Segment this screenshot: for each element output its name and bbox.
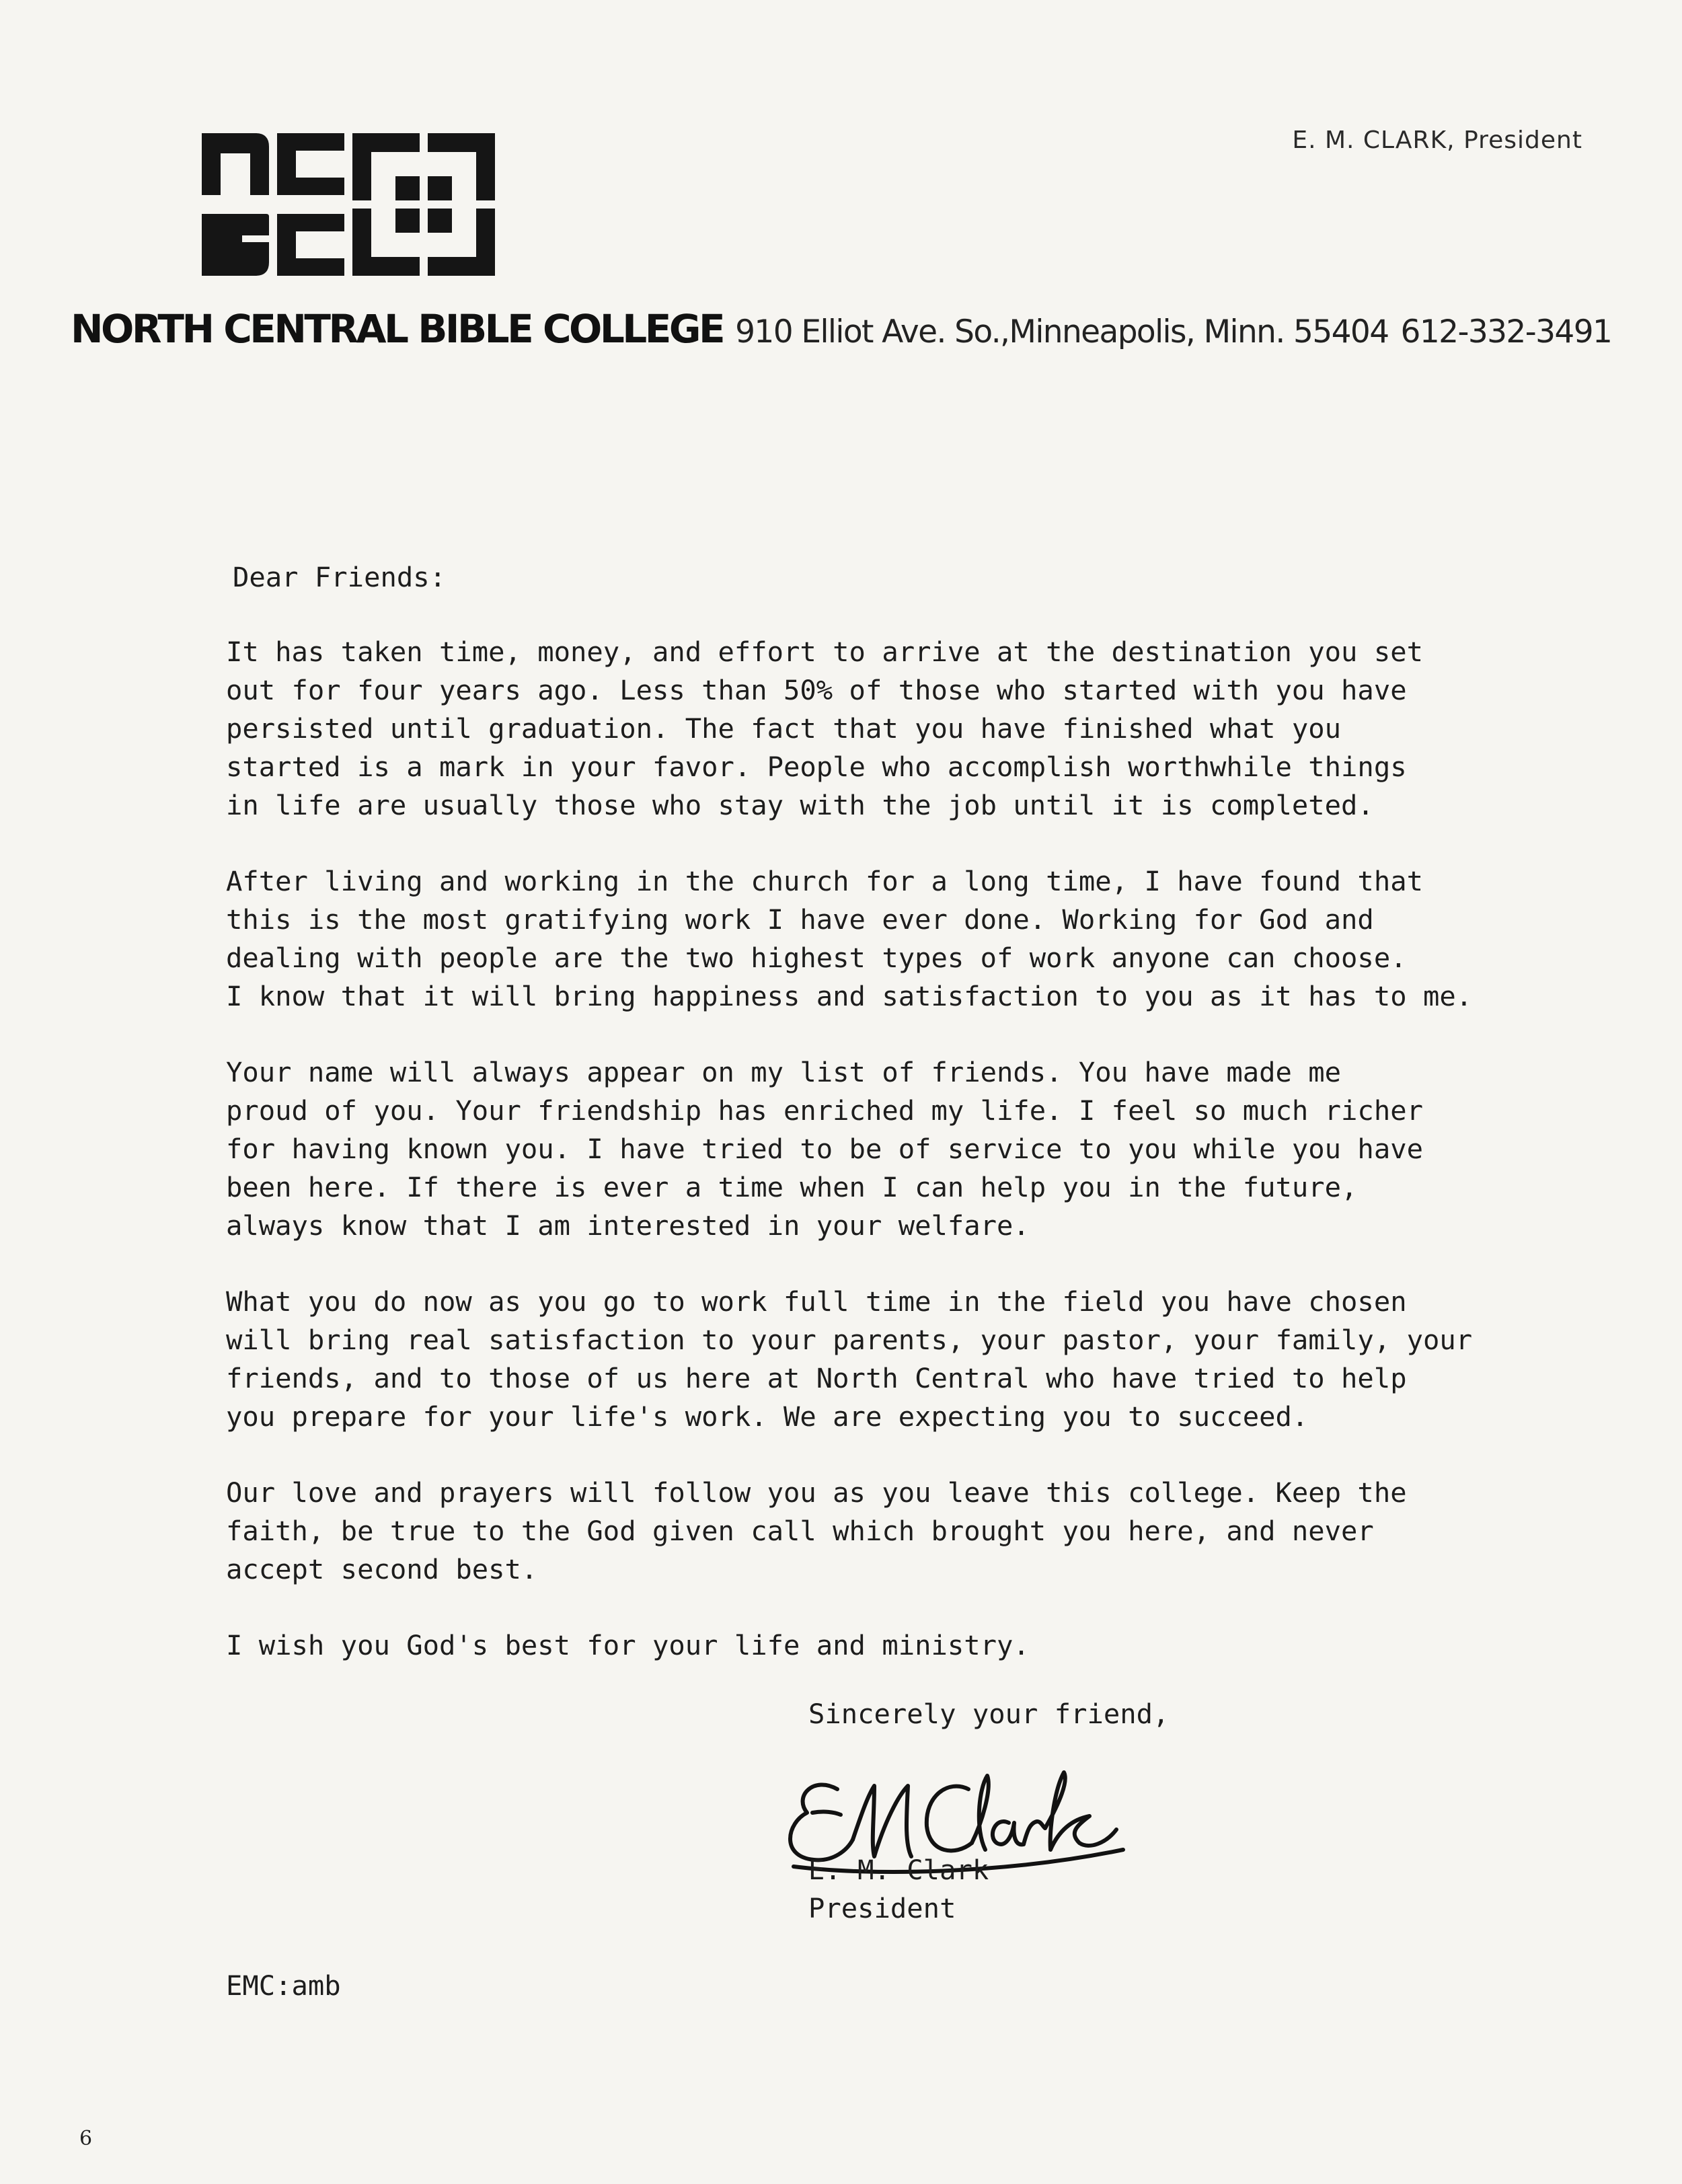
signer-block: [808, 1851, 989, 1928]
president-heading: E. M. CLARK, President: [1292, 126, 1582, 154]
paragraph: After living and working in the church for a long time, I have found that this is the most gratifying work I have ever done. Working for God and dealing with people are the two highest types of work anyone can choose. I know that it will bring happiness and satisfaction to you as it has to me.: [226, 865, 1473, 1012]
letter-body: [226, 558, 1504, 1702]
closing: Sincerely your friend,: [808, 1698, 1170, 1730]
college-name: NORTH CENTRAL BIBLE COLLEGE: [71, 306, 724, 352]
college-logo: [202, 128, 538, 289]
salutation: Dear Friends:: [233, 561, 446, 593]
typist-initials: EMC:amb: [226, 1969, 341, 2002]
college-address: 910 Elliot Ave. So.,Minneapolis, Minn. 55404: [735, 313, 1389, 350]
paragraph: I wish you God's best for your life and ministry.: [226, 1629, 1030, 1661]
page-number: 6: [79, 2127, 93, 2150]
paragraph: It has taken time, money, and effort to arrive at the destination you set out for four years ago. Less than 50% of those who started with you have persisted until graduation. The fact that you have finished what you started is a mark in your favor. People who accomplish worthwhile things in life are usually those who stay with the job until it is completed.: [226, 636, 1423, 821]
paragraph: Our love and prayers will follow you as you leave this college. Keep the faith, be true to the God given call which brought you here, and never accept second best.: [226, 1476, 1407, 1585]
paragraph: What you do now as you go to work full time in the field you have chosen will bring real satisfaction to your parents, your pastor, your family, your friends, and to those of us here at North Central who have tried to help you prepare for your life's work. We are expecting you to succeed.: [226, 1285, 1473, 1433]
signer-name: E. M. Clark: [808, 1854, 989, 1886]
college-address-line: [71, 306, 1611, 352]
signer-title: President: [808, 1892, 956, 1924]
college-phone: 612-332-3491: [1400, 313, 1612, 350]
paragraph: Your name will always appear on my list of friends. You have made me proud of you. Your friendship has enriched my life. I feel so much richer for having known you. I have tried to be of service to you while you have been here. If there is ever a time when I can help you in the future, always know that I am interested in your welfare.: [226, 1056, 1423, 1242]
